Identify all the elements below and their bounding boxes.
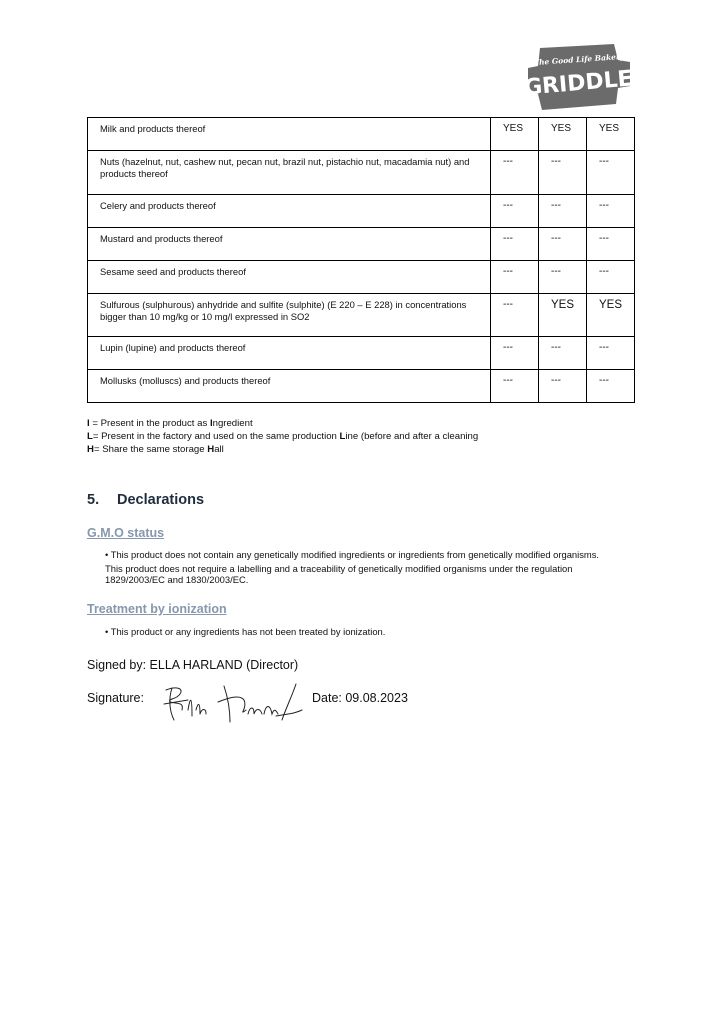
- griddle-logo: [522, 40, 636, 116]
- section-number: 5.: [87, 492, 100, 508]
- value-hall: ---: [587, 151, 635, 195]
- legend-line: L= Present in the factory and used on the same production Line (before and after a cleaning: [87, 431, 479, 442]
- allergen-name: Mollusks (molluscs) and products thereof: [88, 370, 491, 403]
- allergen-name: Celery and products thereof: [88, 195, 491, 228]
- logo-brand: GRIDDLE: [523, 66, 634, 101]
- table-row: [88, 337, 635, 370]
- signed-by: Signed by: ELLA HARLAND (Director): [87, 658, 299, 672]
- value-hall: ---: [587, 261, 635, 294]
- value-line: ---: [539, 151, 587, 195]
- allergen-table: [87, 117, 635, 403]
- logo-tagline: – The Good Life Bakery –: [526, 51, 631, 68]
- gmo-heading: G.M.O status: [87, 526, 165, 540]
- gmo-bullet: • This product does not contain any genetically modified ingredients or ingredients from genetically modified organisms.: [105, 549, 600, 560]
- gmo-paragraph: This product does not require a labelling and a traceability of genetically modified organisms under the regulation 1829/2003/EC and 1830/2003/EC.: [105, 563, 573, 585]
- value-line: ---: [539, 261, 587, 294]
- value-ingredient: ---: [491, 370, 539, 403]
- allergen-name: Nuts (hazelnut, nut, cashew nut, pecan nut, brazil nut, pistachio nut, macadamia nut) and products thereof: [88, 151, 491, 195]
- allergen-name: Mustard and products thereof: [88, 228, 491, 261]
- value-ingredient: ---: [491, 261, 539, 294]
- value-hall: ---: [587, 195, 635, 228]
- value-line: ---: [539, 228, 587, 261]
- value-ingredient: ---: [491, 294, 539, 337]
- table-row: [88, 261, 635, 294]
- allergen-name: Lupin (lupine) and products thereof: [88, 337, 491, 370]
- value-hall: ---: [587, 337, 635, 370]
- allergen-name: Sulfurous (sulphurous) anhydride and sulfite (sulphite) (E 220 – E 228) in concentrations bigger than 10 mg/kg or 10 mg/l expressed in SO2: [88, 294, 491, 337]
- value-line: ---: [539, 337, 587, 370]
- value-ingredient: ---: [491, 228, 539, 261]
- table-row: [88, 294, 635, 337]
- section-title: Declarations: [117, 492, 205, 508]
- signature-date: Date: 09.08.2023: [312, 691, 408, 705]
- ionization-bullet: • This product or any ingredients has not been treated by ionization.: [105, 626, 386, 637]
- table-row: [88, 118, 635, 151]
- signature-label: Signature:: [87, 691, 144, 705]
- section-heading: [87, 492, 204, 508]
- handwritten-signature: [158, 680, 308, 724]
- ionization-heading: Treatment by ionization: [87, 602, 227, 616]
- value-ingredient: ---: [491, 195, 539, 228]
- allergen-name: Milk and products thereof: [88, 118, 491, 151]
- value-ingredient: ---: [491, 337, 539, 370]
- value-line: ---: [539, 195, 587, 228]
- table-row: [88, 195, 635, 228]
- table-row: [88, 151, 635, 195]
- value-ingredient: ---: [491, 151, 539, 195]
- value-ingredient: YES: [491, 118, 539, 151]
- value-hall: ---: [587, 228, 635, 261]
- value-line: ---: [539, 370, 587, 403]
- allergen-name: Sesame seed and products thereof: [88, 261, 491, 294]
- legend: [87, 417, 478, 456]
- value-hall: ---: [587, 370, 635, 403]
- legend-ingredient: I = Present in the product as Ingredient: [87, 418, 253, 429]
- legend-hall: H= Share the same storage Hall: [87, 444, 224, 455]
- value-hall: YES: [587, 294, 635, 337]
- table-row: [88, 370, 635, 403]
- value-hall: YES: [587, 118, 635, 151]
- value-line: YES: [539, 118, 587, 151]
- table-row: [88, 228, 635, 261]
- value-line: YES: [539, 294, 587, 337]
